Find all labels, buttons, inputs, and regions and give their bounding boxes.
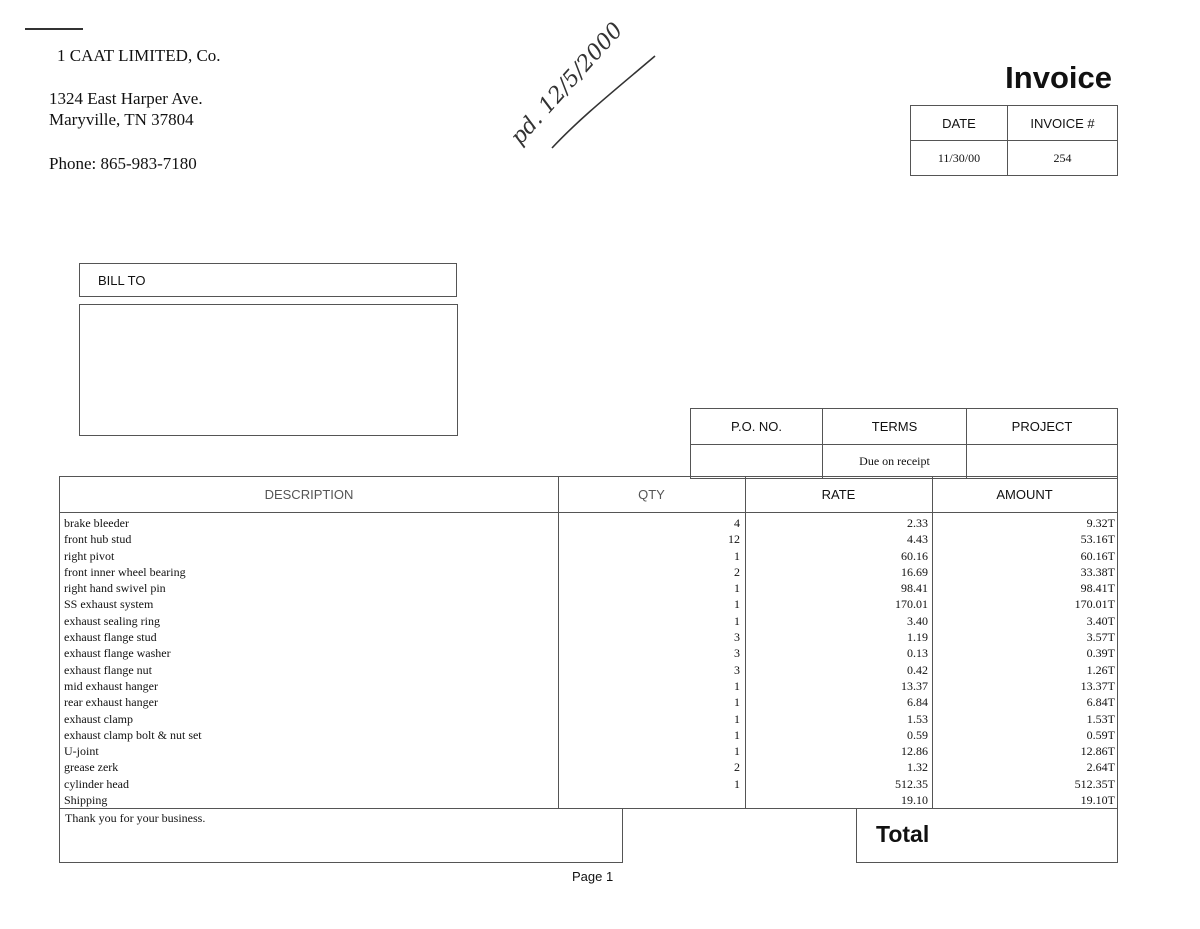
item-description: Shipping xyxy=(64,793,108,808)
item-description: exhaust clamp xyxy=(64,711,133,726)
item-description: exhaust sealing ring xyxy=(64,613,160,628)
company-address-line2: Maryville, TN 37804 xyxy=(49,110,194,129)
qty-header: QTY xyxy=(558,477,745,513)
thank-you-note: Thank you for your business. xyxy=(59,808,623,863)
item-qty: 1 xyxy=(734,548,740,563)
total-label: Total xyxy=(856,808,1118,863)
invoice-date: 11/30/00 xyxy=(911,141,1008,176)
company-phone: Phone: 865-983-7180 xyxy=(49,154,197,173)
item-rate: 0.42 xyxy=(907,662,928,677)
amount-header: AMOUNT xyxy=(932,477,1117,513)
bill-to-label: BILL TO xyxy=(79,263,457,297)
item-description: exhaust flange nut xyxy=(64,662,152,677)
item-description: front hub stud xyxy=(64,532,132,547)
invoice-title: Invoice xyxy=(1005,60,1112,95)
qty-column xyxy=(560,515,740,808)
company-address-line1: 1324 East Harper Ave. xyxy=(49,89,203,108)
amount-column xyxy=(934,515,1115,808)
item-qty: 3 xyxy=(734,630,740,645)
column-divider xyxy=(558,477,559,808)
handwritten-paid-note xyxy=(490,18,670,168)
item-qty: 1 xyxy=(734,581,740,596)
item-qty: 1 xyxy=(734,776,740,791)
project-value xyxy=(967,445,1118,479)
invoice-number: 254 xyxy=(1008,141,1118,176)
item-amount: 12.86T xyxy=(1080,744,1115,759)
page-number: Page 1 xyxy=(572,869,614,884)
column-divider xyxy=(932,477,933,808)
item-qty: 1 xyxy=(734,727,740,742)
item-qty: 3 xyxy=(734,662,740,677)
item-description: right hand swivel pin xyxy=(64,581,166,596)
item-amount: 2.64T xyxy=(1086,760,1115,775)
item-amount: 33.38T xyxy=(1080,564,1115,579)
item-amount: 512.35T xyxy=(1074,776,1115,791)
item-qty xyxy=(560,792,740,808)
item-description: U-joint xyxy=(64,744,99,759)
item-qty: 1 xyxy=(734,613,740,628)
item-qty: 1 xyxy=(734,711,740,726)
line-items-table xyxy=(59,476,1118,809)
item-rate: 0.13 xyxy=(907,646,928,661)
column-divider xyxy=(745,477,746,808)
item-rate: 16.69 xyxy=(901,564,928,579)
item-qty: 3 xyxy=(734,646,740,661)
date-label: DATE xyxy=(911,106,1008,141)
terms-label: TERMS xyxy=(823,409,967,445)
description-header: DESCRIPTION xyxy=(60,477,558,513)
item-amount: 53.16T xyxy=(1080,532,1115,547)
item-rate: 1.53 xyxy=(907,711,928,726)
item-amount: 98.41T xyxy=(1080,581,1115,596)
item-description: exhaust flange stud xyxy=(64,630,157,645)
rate-header: RATE xyxy=(745,477,932,513)
item-qty: 2 xyxy=(734,564,740,579)
item-amount: 13.37T xyxy=(1080,678,1115,693)
item-qty: 12 xyxy=(728,532,740,547)
handwritten-note-text: pd. 12/5/2000 xyxy=(505,18,629,151)
item-rate: 19.10 xyxy=(901,793,928,808)
item-amount: 19.10T xyxy=(1080,793,1115,808)
bill-to-box xyxy=(79,304,458,436)
item-amount: 1.53T xyxy=(1086,711,1115,726)
item-amount: 170.01T xyxy=(1074,597,1115,612)
item-amount: 0.59T xyxy=(1086,727,1115,742)
po-terms-table xyxy=(690,408,1118,479)
item-qty: 1 xyxy=(734,744,740,759)
item-rate: 12.86 xyxy=(901,744,928,759)
terms-value: Due on receipt xyxy=(823,445,967,479)
item-amount: 60.16T xyxy=(1080,548,1115,563)
rate-column xyxy=(748,515,928,808)
item-qty: 1 xyxy=(734,597,740,612)
item-rate: 13.37 xyxy=(901,678,928,693)
item-description: front inner wheel bearing xyxy=(64,564,186,579)
item-rate: 4.43 xyxy=(907,532,928,547)
item-description: brake bleeder xyxy=(64,516,129,530)
invoice-number-label: INVOICE # xyxy=(1008,106,1118,141)
item-rate: 512.35 xyxy=(895,776,928,791)
item-rate: 1.32 xyxy=(907,760,928,775)
item-rate: 170.01 xyxy=(895,597,928,612)
item-rate: 3.40 xyxy=(907,613,928,628)
date-invoice-table xyxy=(910,105,1118,176)
item-rate: 2.33 xyxy=(907,516,928,530)
company-name: 1 CAAT LIMITED, Co. xyxy=(57,46,221,65)
item-rate: 60.16 xyxy=(901,548,928,563)
item-qty: 4 xyxy=(734,516,740,530)
item-description: right pivot xyxy=(64,548,115,563)
item-description: SS exhaust system xyxy=(64,597,154,612)
po-label: P.O. NO. xyxy=(691,409,823,445)
po-value xyxy=(691,445,823,479)
item-amount: 1.26T xyxy=(1086,662,1115,677)
header-rule xyxy=(25,28,83,30)
item-rate: 0.59 xyxy=(907,727,928,742)
item-description: exhaust clamp bolt & nut set xyxy=(64,727,202,742)
item-description: cylinder head xyxy=(64,776,129,791)
item-amount: 9.32T xyxy=(1086,516,1115,530)
item-qty: 2 xyxy=(734,760,740,775)
item-amount: 3.57T xyxy=(1086,630,1115,645)
item-description: rear exhaust hanger xyxy=(64,695,158,710)
item-amount: 6.84T xyxy=(1086,695,1115,710)
item-amount: 0.39T xyxy=(1086,646,1115,661)
item-rate: 1.19 xyxy=(907,630,928,645)
item-description: mid exhaust hanger xyxy=(64,678,158,693)
item-rate: 6.84 xyxy=(907,695,928,710)
item-description: exhaust flange washer xyxy=(64,646,171,661)
item-description: grease zerk xyxy=(64,760,119,775)
item-qty: 1 xyxy=(734,678,740,693)
description-column xyxy=(64,515,202,808)
item-amount: 3.40T xyxy=(1086,613,1115,628)
project-label: PROJECT xyxy=(967,409,1118,445)
item-qty: 1 xyxy=(734,695,740,710)
item-rate: 98.41 xyxy=(901,581,928,596)
